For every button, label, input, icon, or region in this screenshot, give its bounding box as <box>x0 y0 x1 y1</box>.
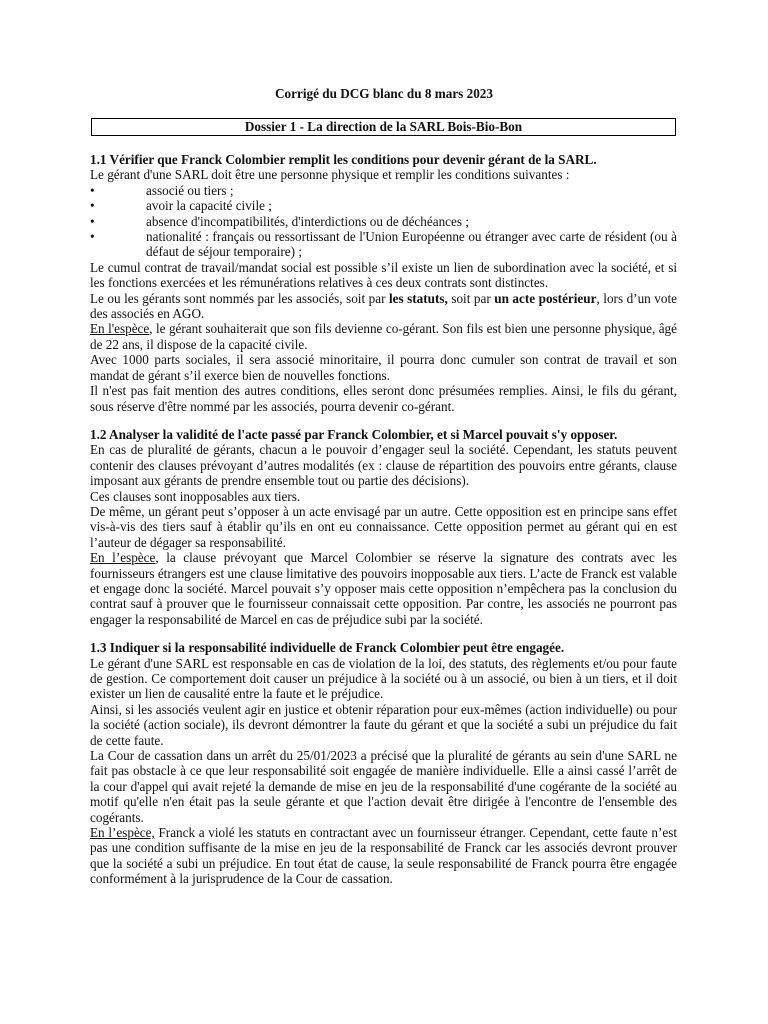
nomination-text-a: Le ou les gérants sont nommés par les associés, soit par <box>90 290 389 306</box>
paragraph-opposition: De même, un gérant peut s’opposer à un acte envisagé par un autre. Cette opposition est en principe sans effet vis-à-vis des tiers sauf à établir qu’ils en ont eu connaissance. Cette opposition permet au gérant qui en est l’auteur de dégager sa responsabilité. <box>90 503 677 550</box>
paragraph-espece-2 <box>90 550 677 627</box>
section-1-2-heading: 1.2 Analyser la validité de l'acte passé par Franck Colombier, et si Marcel pouvait s'y opposer. <box>90 426 618 442</box>
paragraph-conclusion-1: Il n'est pas fait mention des autres conditions, elles seront donc présumées remplies. Ainsi, le fils du gérant, sous réserve d'être nommé par les associés, pourra devenir co-gérant. <box>90 383 677 414</box>
espece-text: Franck a violé les statuts en contractant avec un fournisseur étranger. Cependant, cette faute n’est pas une condition suffisante de la mise en jeu de la responsabilité de Franck car les associés devront prouver que la société a subi un préjudice. En tout état de cause, la seule responsabilité de Franck pourra être engagée conformément à la jurisprudence de la Cour de cassation. <box>90 825 677 887</box>
bullet-icon: • <box>90 182 95 198</box>
nomination-bold-acte: un acte postérieur <box>494 290 597 306</box>
paragraph-espece-3 <box>90 825 677 887</box>
document-title: Corrigé du DCG blanc du 8 mars 2023 <box>275 86 493 101</box>
paragraph-cumul: Le cumul contrat de travail/mandat social est possible s’il existe un lien de subordination avec la société, et si les fonctions exercées et les rémunérations relatives à ces deux contrats sont distinctes. <box>90 259 677 291</box>
espece-text: , le gérant souhaiterait que son fils devienne co-gérant. Son fils est bien une personne physique, âgé de 22 ans, il dispose de la capacité civile. <box>90 321 677 352</box>
condition-text: nationalité : français ou ressortissant de l'Union Européenne ou étranger avec carte de résident (ou à défaut de séjour temporaire) ; <box>146 229 677 260</box>
paragraph-action: Ainsi, si les associés veulent agir en justice et obtenir réparation pour eux-mêmes (action individuelle) ou pour la société (action sociale), ils devront démontrer la faute du gérant et que la société a subi un préjudice du fait de cette faute. <box>90 701 677 748</box>
bullet-icon: • <box>90 229 95 245</box>
condition-item <box>90 183 677 198</box>
paragraph-parts: Avec 1000 parts sociales, il sera associé minoritaire, il pourra donc cumuler son contrat de travail et son mandat de gérant s’il exerce bien de nouvelles fonctions. <box>90 352 677 383</box>
bullet-icon: • <box>90 213 95 229</box>
nomination-bold-statuts: les statuts, <box>388 290 448 306</box>
condition-item <box>90 229 677 260</box>
paragraph-cassation: La Cour de cassation dans un arrêt du 25/01/2023 a précisé que la pluralité de gérants au sein d'une SARL ne fait pas obstacle à ce que leur responsabilité soit engagée de manière individuelle. Elle a ainsi cassé l’arrêt de la cour d'appel qui avait rejeté la demande de mise en jeu de la responsabilité d'une cogérante de la société au motif qu'elle n'en était pas la seule gérante et que l'action devait être dirigée à l'encontre de l'ensemble des cogérants. <box>90 748 677 825</box>
paragraph-inopposables: Ces clauses sont inopposables aux tiers. <box>90 488 301 504</box>
espece-text: , la clause prévoyant que Marcel Colombier se réserve la signature des contrats avec les fournisseurs étrangers est une clause limitative des pouvoirs inopposable aux tiers. L’acte de Franck est valable et engage donc la société. Marcel pouvait s’y opposer mais cette opposition n’empêchera pas la conclusion du contrat sauf à prouver que le fournisseur connaissait cette opposition. Par contre, les associés ne pourront pas engager la responsabilité de Marcel en cas de préjudice subi par la société. <box>90 550 678 627</box>
bullet-icon: • <box>90 198 95 214</box>
nomination-text-d: , lors d’un vote des associés en AGO. <box>90 290 677 322</box>
section-1-1-intro: Le gérant d'une SARL doit être une personne physique et remplir les conditions suivantes : <box>90 167 570 183</box>
document-body <box>90 152 677 887</box>
paragraph-nomination <box>90 291 677 322</box>
espece-label: En l’espèce, <box>90 825 155 841</box>
paragraph-espece-1 <box>90 321 677 352</box>
section-1-3-heading: 1.3 Indiquer si la responsabilité individuelle de Franck Colombier peut être engagée. <box>90 640 565 656</box>
espece-label: En l'espèce <box>90 321 150 337</box>
paragraph-responsabilite: Le gérant d'une SARL est responsable en cas de violation de la loi, des statuts, des règlements et/ou pour faute de gestion. Ce comportement doit causer un préjudice à la société ou à un associé, ou bien à un tiers, et il doit exister un lien de causalité entre la faute et le préjudice. <box>90 655 677 702</box>
dossier-title-box: Dossier 1 - La direction de la SARL Bois-Bio-Bon <box>91 118 676 136</box>
espece-label: En l’espèce <box>90 550 156 566</box>
condition-text: absence d'incompatibilités, d'interdictions ou de déchéances ; <box>146 213 469 229</box>
section-1-1-heading: 1.1 Vérifier que Franck Colombier remplit les conditions pour devenir gérant de la SARL. <box>90 152 597 167</box>
condition-item <box>90 214 677 229</box>
condition-text: avoir la capacité civile ; <box>146 198 272 214</box>
condition-item <box>90 198 677 213</box>
condition-text: associé ou tiers ; <box>146 182 234 198</box>
paragraph-pluralite: En cas de pluralité de gérants, chacun a le pouvoir d’engager seul la société. Cependant, les statuts peuvent contenir des clauses prévoyant d’autres modalités (ex : clause de répartition des pouvoirs entre gérants, clause imposant aux gérants de prendre ensemble tout ou partie des décisions). <box>90 442 677 489</box>
nomination-text-c: soit par <box>447 290 495 306</box>
